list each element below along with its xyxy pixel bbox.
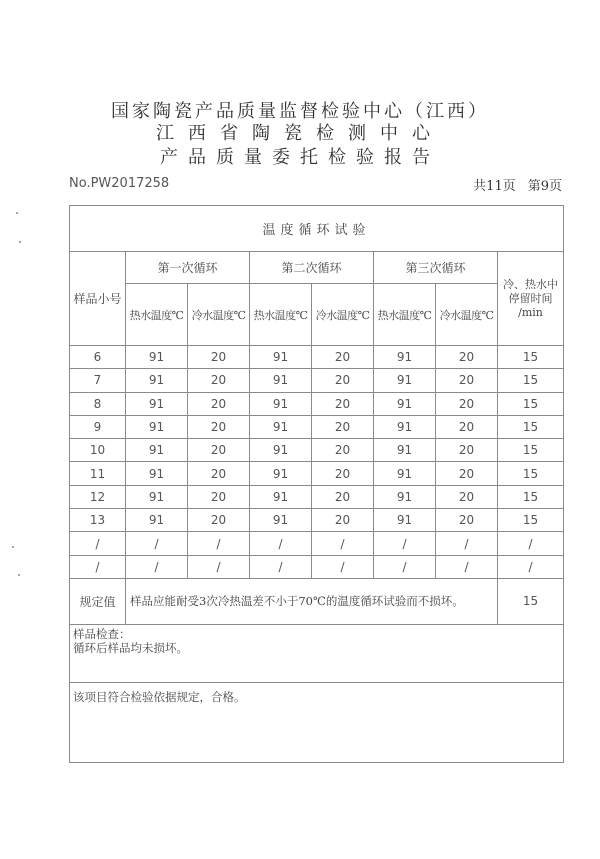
value-cell: 91 xyxy=(126,439,188,462)
value-cell: 20 xyxy=(188,462,250,485)
value-cell: 20 xyxy=(312,462,374,485)
report-header-line3: 产品质量委托检验报告 xyxy=(160,147,440,168)
value-cell: 91 xyxy=(126,346,188,369)
scan-speck xyxy=(16,212,18,214)
report-header-line1: 国家陶瓷产品质量监督检验中心（江西） xyxy=(111,101,489,122)
value-cell: 20 xyxy=(188,369,250,392)
table-title: 温度循环试验 xyxy=(70,206,564,252)
value-cell: 91 xyxy=(374,415,436,438)
value-cell: 91 xyxy=(250,485,312,508)
sample-number-cell: / xyxy=(70,532,126,555)
sample-number-header: 样品小号 xyxy=(70,252,126,346)
cycle-2-cold-header: 冷水温度℃ xyxy=(312,284,374,346)
sample-inspection xyxy=(70,624,564,682)
value-cell: 91 xyxy=(374,346,436,369)
table-row xyxy=(70,415,564,438)
scan-speck xyxy=(18,574,20,576)
table-row xyxy=(70,485,564,508)
sample-number-cell: 13 xyxy=(70,509,126,532)
value-cell: 91 xyxy=(374,485,436,508)
value-cell: / xyxy=(250,555,312,578)
table-row xyxy=(70,555,564,578)
value-cell: 91 xyxy=(374,462,436,485)
value-cell: 20 xyxy=(436,369,498,392)
value-cell: 20 xyxy=(436,415,498,438)
scan-speck xyxy=(19,241,21,243)
value-cell: 15 xyxy=(498,415,564,438)
value-cell: 91 xyxy=(250,509,312,532)
table-row xyxy=(70,532,564,555)
value-cell: 91 xyxy=(374,392,436,415)
value-cell: 15 xyxy=(498,485,564,508)
value-cell: / xyxy=(374,532,436,555)
value-cell: 20 xyxy=(312,346,374,369)
value-cell: / xyxy=(250,532,312,555)
value-cell: 20 xyxy=(312,439,374,462)
value-cell: 91 xyxy=(250,415,312,438)
value-cell: / xyxy=(374,555,436,578)
conclusion: 该项目符合检验依据规定，合格。 xyxy=(70,682,564,762)
value-cell: 20 xyxy=(188,392,250,415)
inspection-text: 循环后样品均未损坏。 xyxy=(73,640,188,655)
value-cell: 20 xyxy=(436,392,498,415)
value-cell: / xyxy=(498,532,564,555)
value-cell: 91 xyxy=(374,509,436,532)
table-row xyxy=(70,346,564,369)
value-cell: 20 xyxy=(436,485,498,508)
value-cell: 15 xyxy=(498,346,564,369)
cycle-2-header: 第二次循环 xyxy=(250,252,374,284)
current-page: 第9页 xyxy=(527,179,562,194)
sample-number-cell: 7 xyxy=(70,369,126,392)
value-cell: 20 xyxy=(436,439,498,462)
cycle-2-hot-header: 热水温度℃ xyxy=(250,284,312,346)
spec-text: 样品应能耐受3次冷热温差不小于70℃的温度循环试验而不损坏。 xyxy=(126,578,498,624)
report-header-line2: 江西省陶瓷检测中心 xyxy=(156,123,444,144)
cycle-3-cold-header: 冷水温度℃ xyxy=(436,284,498,346)
value-cell: 20 xyxy=(312,369,374,392)
table-row xyxy=(70,509,564,532)
value-cell: / xyxy=(126,555,188,578)
value-cell: 91 xyxy=(126,462,188,485)
sample-number-cell: 8 xyxy=(70,392,126,415)
table-row xyxy=(70,392,564,415)
inspection-label: 样品检查： xyxy=(73,626,131,641)
report-number: No.PW2017258 xyxy=(69,176,170,191)
value-cell: 91 xyxy=(250,439,312,462)
value-cell: 15 xyxy=(498,509,564,532)
sample-number-cell: 12 xyxy=(70,485,126,508)
sample-number-cell: 9 xyxy=(70,415,126,438)
value-cell: 20 xyxy=(188,346,250,369)
sample-number-cell: / xyxy=(70,555,126,578)
table-row xyxy=(70,439,564,462)
value-cell: 20 xyxy=(312,509,374,532)
value-cell: 15 xyxy=(498,462,564,485)
value-cell: 20 xyxy=(312,485,374,508)
value-cell: 91 xyxy=(126,509,188,532)
cycle-1-hot-header: 热水温度℃ xyxy=(126,284,188,346)
spec-value: 15 xyxy=(498,578,564,624)
value-cell: 20 xyxy=(188,509,250,532)
cycle-1-header: 第一次循环 xyxy=(126,252,250,284)
value-cell: 15 xyxy=(498,439,564,462)
value-cell: 20 xyxy=(188,485,250,508)
value-cell: 91 xyxy=(126,392,188,415)
table-row xyxy=(70,369,564,392)
value-cell: / xyxy=(498,555,564,578)
sample-number-cell: 6 xyxy=(70,346,126,369)
value-cell: / xyxy=(436,555,498,578)
value-cell: 20 xyxy=(312,415,374,438)
value-cell: / xyxy=(312,532,374,555)
stay-time-header: 冷、热水中 停留时间 /min xyxy=(498,252,564,346)
value-cell: 15 xyxy=(498,392,564,415)
value-cell: 91 xyxy=(250,462,312,485)
value-cell: 91 xyxy=(126,369,188,392)
value-cell: / xyxy=(188,555,250,578)
value-cell: 20 xyxy=(436,346,498,369)
value-cell: / xyxy=(312,555,374,578)
table-row xyxy=(70,462,564,485)
cycle-3-hot-header: 热水温度℃ xyxy=(374,284,436,346)
value-cell: 20 xyxy=(188,439,250,462)
value-cell: 91 xyxy=(250,392,312,415)
temperature-cycle-table xyxy=(69,205,564,763)
page-info xyxy=(461,175,562,194)
cycle-3-header: 第三次循环 xyxy=(374,252,498,284)
cycle-1-cold-header: 冷水温度℃ xyxy=(188,284,250,346)
total-pages: 共11页 xyxy=(473,179,516,194)
value-cell: 20 xyxy=(188,415,250,438)
value-cell: 20 xyxy=(436,509,498,532)
value-cell: 91 xyxy=(126,415,188,438)
sample-number-cell: 11 xyxy=(70,462,126,485)
value-cell: 91 xyxy=(126,485,188,508)
value-cell: / xyxy=(436,532,498,555)
value-cell: 15 xyxy=(498,369,564,392)
value-cell: 91 xyxy=(374,439,436,462)
value-cell: 91 xyxy=(250,369,312,392)
value-cell: / xyxy=(188,532,250,555)
sample-number-cell: 10 xyxy=(70,439,126,462)
value-cell: 91 xyxy=(250,346,312,369)
spec-label: 规定值 xyxy=(70,578,126,624)
value-cell: 20 xyxy=(436,462,498,485)
value-cell: 20 xyxy=(312,392,374,415)
value-cell: 91 xyxy=(374,369,436,392)
value-cell: / xyxy=(126,532,188,555)
scan-speck xyxy=(12,546,14,548)
